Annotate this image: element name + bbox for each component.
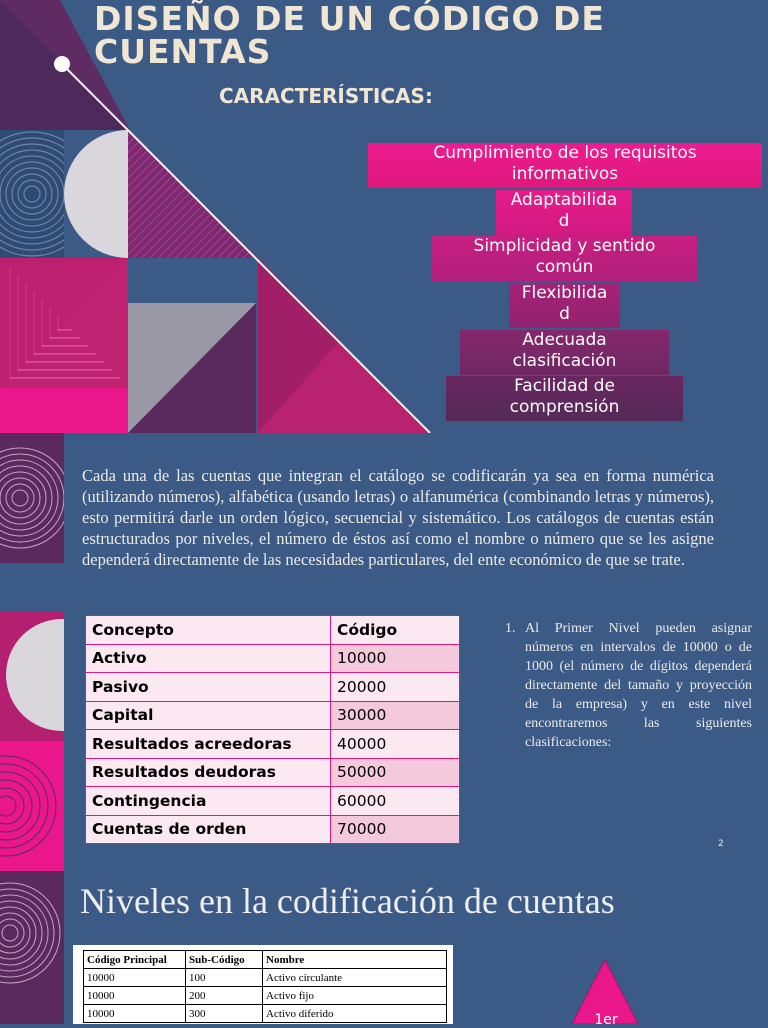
table-row <box>84 1005 447 1023</box>
name-cell: Activo fijo <box>263 987 447 1005</box>
sub-code-cell: 100 <box>186 969 263 987</box>
table-row <box>86 815 460 844</box>
code-cell: 40000 <box>331 730 460 759</box>
subtitle: CARACTERÍSTICAS: <box>219 84 433 108</box>
decorative-side-strip <box>0 433 64 1024</box>
principal-code-cell: 10000 <box>84 1005 186 1023</box>
characteristic-label: común <box>535 257 594 277</box>
principal-code-cell: 10000 <box>84 969 186 987</box>
concept-cell: Pasivo <box>86 673 331 702</box>
characteristic-box <box>368 143 762 188</box>
column-header: Concepto <box>86 616 331 645</box>
characteristic-label: Adaptabilida <box>510 190 618 210</box>
characteristic-box <box>432 236 697 281</box>
table-row <box>86 644 460 673</box>
characteristic-label: Cumplimiento de los requisitos <box>433 143 697 163</box>
title-line-2: CUENTAS <box>94 32 272 71</box>
characteristic-label: comprensión <box>509 397 620 417</box>
table-row <box>86 701 460 730</box>
column-header: Sub-Código <box>186 951 263 969</box>
table-row <box>86 787 460 816</box>
table-row <box>86 673 460 702</box>
characteristic-label: Facilidad de <box>514 376 615 396</box>
sub-code-cell: 300 <box>186 1005 263 1023</box>
first-level-note: Al Primer Nivel pueden asignar números en intervalos de 10000 o de 1000 (el número de dígitos dependerá directamente del tamaño y proyección de la empresa) y en este nivel encontraremos las siguientes clasificaciones: <box>525 621 752 750</box>
table-row <box>84 987 447 1005</box>
table-row <box>86 758 460 787</box>
pyramid-level-label: 1er <box>594 1012 618 1028</box>
table-row <box>84 969 447 987</box>
characteristic-label: Flexibilida <box>521 283 608 303</box>
sub-code-panel <box>73 945 453 1024</box>
table-header-row <box>86 616 460 645</box>
characteristic-label: d <box>558 211 570 231</box>
characteristic-label: clasificación <box>512 351 617 371</box>
page-title <box>94 0 714 71</box>
characteristic-label: Adecuada <box>522 330 607 350</box>
code-cell: 70000 <box>331 815 460 844</box>
concept-cell: Activo <box>86 644 331 673</box>
characteristic-box <box>460 330 669 375</box>
code-cell: 50000 <box>331 758 460 787</box>
concept-cell: Resultados deudoras <box>86 758 331 787</box>
characteristic-label: d <box>559 304 570 324</box>
code-cell: 60000 <box>331 787 460 816</box>
name-cell: Activo diferido <box>263 1005 447 1023</box>
account-code-table <box>85 615 460 844</box>
table-row <box>86 730 460 759</box>
characteristic-box <box>509 283 620 328</box>
concept-cell: Capital <box>86 701 331 730</box>
column-header: Nombre <box>263 951 447 969</box>
concept-cell: Contingencia <box>86 787 331 816</box>
code-cell: 10000 <box>331 644 460 673</box>
sub-code-table <box>83 950 447 1023</box>
sub-code-cell: 200 <box>186 987 263 1005</box>
concept-cell: Resultados acreedoras <box>86 730 331 759</box>
code-cell: 20000 <box>331 673 460 702</box>
catalog-description: Cada una de las cuentas que integran el catálogo se codificarán ya sea en forma numérica (utilizando números), alfabética (usando letras) o alfanumérica (combinando letras y números), esto permitirá darle un orden lógico, secuencial y sistemático. Los catálogos de cuentas están estructurados por niveles, el número de éstos así como el nombre o número que se les asigne dependerá directamente de las necesidades particulares, del ente económico de que se trate. <box>82 466 714 569</box>
note-number: 1. <box>505 621 516 636</box>
code-cell: 30000 <box>331 701 460 730</box>
name-cell: Activo circulante <box>263 969 447 987</box>
principal-code-cell: 10000 <box>84 987 186 1005</box>
characteristic-box <box>496 190 632 235</box>
characteristic-label: Simplicidad y sentido <box>473 236 656 256</box>
slide-characteristics <box>0 0 768 433</box>
column-header: Código Principal <box>84 951 186 969</box>
table-header-row <box>84 951 447 969</box>
levels-heading: Niveles en la codificación de cuentas <box>80 881 615 921</box>
characteristic-box <box>446 376 683 421</box>
title-line-1: DISEÑO DE UN CÓDIGO DE <box>94 0 605 38</box>
characteristic-label: informativos <box>511 164 619 184</box>
column-header: Código <box>331 616 460 645</box>
page-number: 2 <box>718 839 724 849</box>
concept-cell: Cuentas de orden <box>86 815 331 844</box>
